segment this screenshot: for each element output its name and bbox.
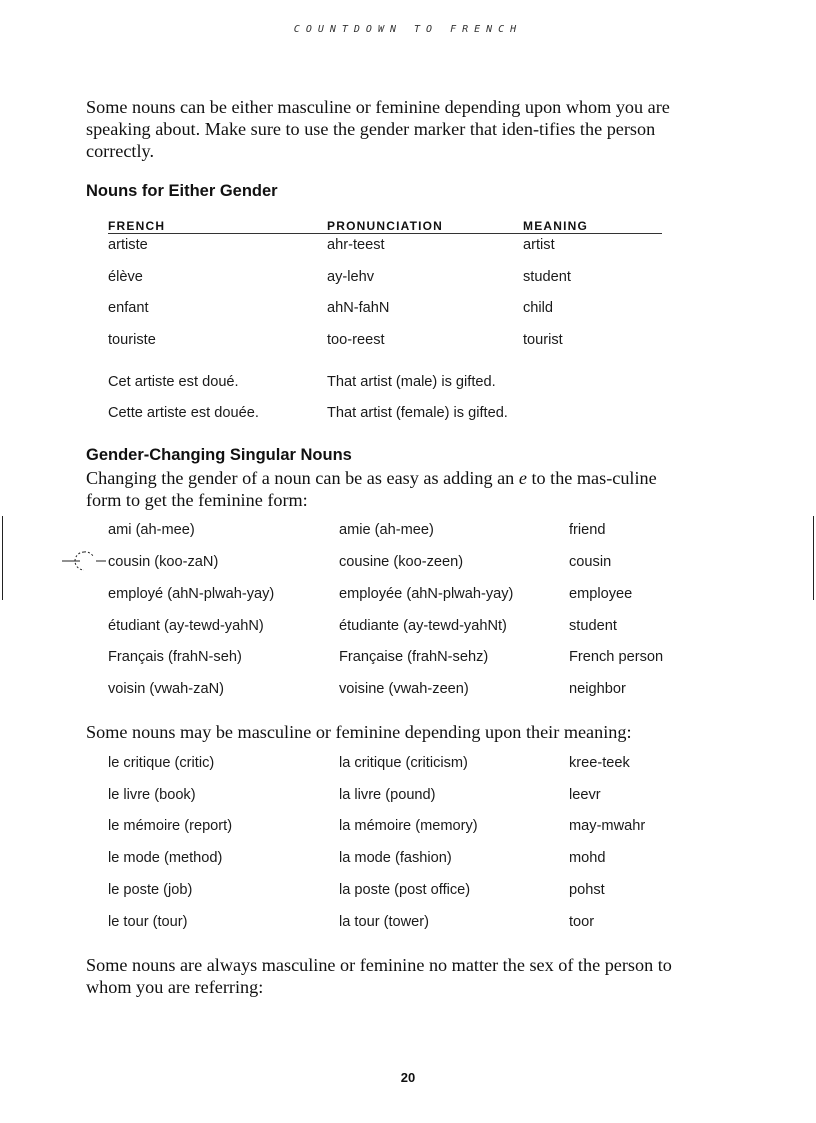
masculine-cell: le livre (book) (108, 787, 196, 803)
example-french: Cette artiste est douée. (108, 405, 259, 421)
closing-paragraph: Some nouns are always masculine or feminine no matter the sex of the person to whom you are referring: (86, 955, 672, 997)
pronunciation-cell: kree-teek (569, 755, 630, 771)
meaning-dependent-intro: Some nouns may be masculine or feminine depending upon their meaning: (86, 722, 632, 742)
french-cell: élève (108, 269, 143, 285)
table-row (0, 787, 816, 807)
masculine-cell: le tour (tour) (108, 914, 188, 930)
feminine-cell: employée (ahN-plwah-yay) (339, 586, 514, 602)
masculine-cell: employé (ahN-plwah-yay) (108, 586, 275, 602)
example-translation: That artist (female) is gifted. (327, 405, 508, 421)
feminine-cell: amie (ah-mee) (339, 522, 434, 538)
pronunciation-cell: ahr-teest (327, 237, 385, 253)
column-header-pronunciation: PRONUNCIATION (327, 219, 444, 233)
running-head: COUNTDOWN TO FRENCH (293, 24, 523, 35)
table-row (0, 850, 816, 870)
example-translation: That artist (male) is gifted. (327, 374, 496, 390)
feminine-cell: étudiante (ay-tewd-yahNt) (339, 618, 507, 634)
pronunciation-cell: leevr (569, 787, 601, 803)
intro-paragraph: Some nouns can be either masculine or feminine depending upon whom you are speaking about. Make sure to use the gender marker that iden-tifies the person correctly. (86, 97, 670, 161)
table-row (0, 914, 816, 934)
left-page-edge-mark (2, 516, 3, 600)
section-heading-gender-changing: Gender-Changing Singular Nouns (86, 446, 352, 464)
meaning-cell: French person (569, 649, 664, 665)
table-row (0, 681, 816, 701)
example-french: Cet artiste est doué. (108, 374, 239, 390)
gender-changing-intro (86, 467, 696, 511)
meaning-cell: student (523, 269, 571, 285)
feminine-cell: la poste (post office) (339, 882, 471, 898)
feminine-cell: la critique (criticism) (339, 755, 468, 771)
french-cell: touriste (108, 332, 156, 348)
feminine-cell: la mode (fashion) (339, 850, 452, 866)
meaning-cell: child (523, 300, 554, 316)
feminine-cell: cousine (koo-zeen) (339, 554, 464, 570)
feminine-cell: voisine (vwah-zeen) (339, 681, 469, 697)
masculine-cell: le mode (method) (108, 850, 223, 866)
masculine-cell: le poste (job) (108, 882, 193, 898)
table-row (0, 755, 816, 775)
masculine-cell: voisin (vwah-zaN) (108, 681, 224, 697)
table-row (0, 300, 816, 320)
meaning-cell: cousin (569, 554, 612, 570)
column-header-meaning: MEANING (523, 219, 589, 233)
masculine-cell: Français (frahN-seh) (108, 649, 242, 665)
column-header-french: FRENCH (108, 219, 166, 233)
example-row (0, 405, 816, 425)
table-row (0, 237, 816, 257)
masculine-cell: ami (ah-mee) (108, 522, 195, 538)
masculine-cell: étudiant (ay-tewd-yahN) (108, 618, 264, 634)
right-page-edge-mark (813, 516, 814, 600)
pronunciation-cell: mohd (569, 850, 606, 866)
table-row (0, 818, 816, 838)
table-row (0, 586, 816, 606)
intro-text-start: Changing the gender of a noun can be as easy as adding an (86, 468, 515, 488)
table-row (0, 332, 816, 352)
meaning-cell: friend (569, 522, 606, 538)
page-number: 20 (400, 1070, 416, 1085)
masculine-cell: le critique (critic) (108, 755, 215, 771)
pronunciation-cell: pohst (569, 882, 605, 898)
meaning-cell: student (569, 618, 617, 634)
feminine-cell: la tour (tower) (339, 914, 430, 930)
french-cell: enfant (108, 300, 149, 316)
meaning-cell: tourist (523, 332, 563, 348)
meaning-cell: artist (523, 237, 555, 253)
feminine-cell: la mémoire (memory) (339, 818, 478, 834)
pronunciation-cell: ay-lehv (327, 269, 375, 285)
feminine-cell: la livre (pound) (339, 787, 436, 803)
pronunciation-cell: toor (569, 914, 595, 930)
table-row (0, 618, 816, 638)
section-heading-either-gender: Nouns for Either Gender (86, 182, 278, 200)
french-cell: artiste (108, 237, 148, 253)
registration-mark-icon (60, 548, 106, 574)
masculine-cell: cousin (koo-zaN) (108, 554, 219, 570)
masculine-cell: le mémoire (report) (108, 818, 233, 834)
table-header-rule (108, 233, 662, 234)
table-row (0, 522, 816, 542)
pronunciation-cell: ahN-fahN (327, 300, 390, 316)
meaning-cell: neighbor (569, 681, 626, 697)
table-row (0, 882, 816, 902)
example-row (0, 374, 816, 394)
table-row (0, 649, 816, 669)
meaning-cell: employee (569, 586, 633, 602)
pronunciation-cell: may-mwahr (569, 818, 646, 834)
table-row (0, 554, 816, 574)
intro-text-emphasis: e (518, 468, 527, 488)
feminine-cell: Française (frahN-sehz) (339, 649, 489, 665)
intro-text-end: to the mas-culine form to get the feminine form: (86, 468, 657, 510)
pronunciation-cell: too-reest (327, 332, 385, 348)
table-row (0, 269, 816, 289)
